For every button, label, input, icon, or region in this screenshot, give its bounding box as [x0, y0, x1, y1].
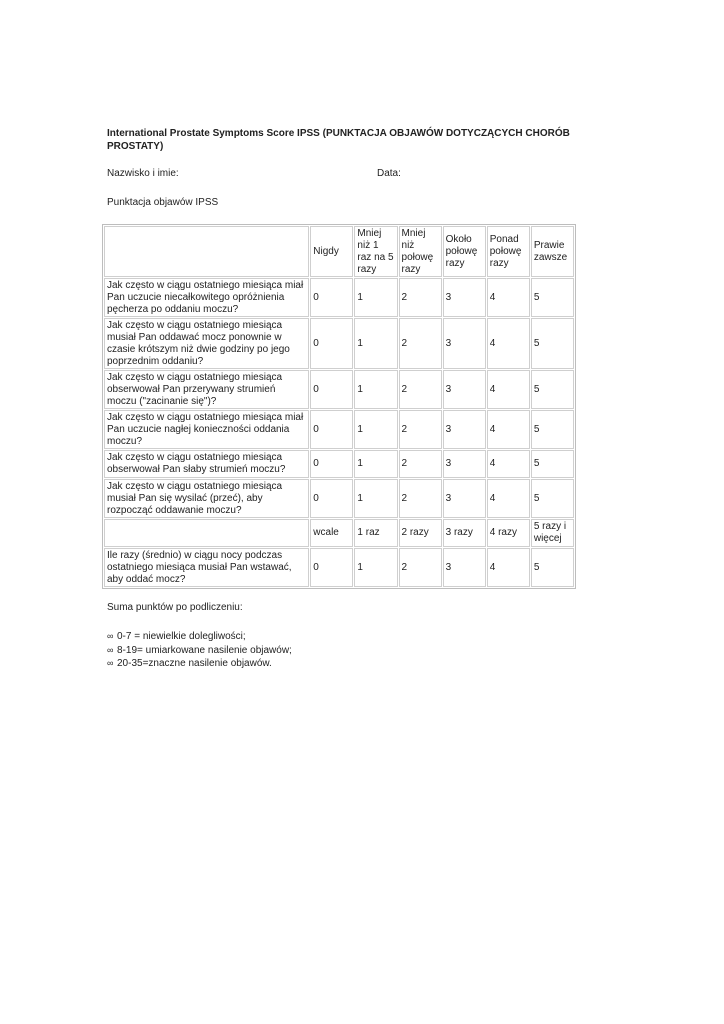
legend-item-text: 8-19= umiarkowane nasilenie objawów; [117, 644, 292, 656]
score-cell: 2 [399, 278, 442, 317]
header-empty-cell [104, 226, 309, 277]
score-cell: 2 [399, 318, 442, 369]
score-cell: 5 [531, 450, 574, 478]
score-cell: 4 [487, 548, 530, 587]
question-cell: Ile razy (średnio) w ciągu nocy podczas ostatniego miesiąca musiał Pan wstawać, aby oddać mocz? [104, 548, 309, 587]
score-cell: 3 [443, 278, 486, 317]
score-cell: 5 [531, 548, 574, 587]
score-cell: 2 [399, 450, 442, 478]
score-cell: 5 [531, 410, 574, 449]
header-cell: Prawie zawsze [531, 226, 574, 277]
document-title: International Prostate Symptoms Score IPSS (PUNKTACJA OBJAWÓW DOTYCZĄCYCH CHORÓB PROSTATY) [107, 128, 570, 152]
score-cell: 5 [531, 318, 574, 369]
score-cell: 3 [443, 318, 486, 369]
score-cell: 2 [399, 548, 442, 587]
legend-item [107, 630, 292, 644]
score-cell: 4 [487, 410, 530, 449]
night-header-cell: 4 razy [487, 519, 530, 547]
score-cell: 0 [310, 370, 353, 409]
night-header-cell: 3 razy [443, 519, 486, 547]
score-cell: 0 [310, 479, 353, 518]
score-cell: 1 [354, 278, 397, 317]
score-cell: 3 [443, 450, 486, 478]
score-cell: 5 [531, 370, 574, 409]
night-row [104, 548, 574, 587]
legend-item [107, 657, 292, 671]
score-cell: 4 [487, 370, 530, 409]
ipss-table [102, 224, 576, 589]
score-cell: 0 [310, 278, 353, 317]
score-cell: 5 [531, 479, 574, 518]
section-label: Punktacja objawów IPSS [107, 197, 219, 208]
night-header-empty-cell [104, 519, 309, 547]
question-cell: Jak często w ciągu ostatniego miesiąca miał Pan uczucie niecałkowitego opróżnienia pęcherza po oddaniu moczu? [104, 278, 309, 317]
table-row [104, 318, 574, 369]
score-cell: 1 [354, 318, 397, 369]
score-cell: 2 [399, 370, 442, 409]
night-header-cell: 2 razy [399, 519, 442, 547]
score-cell: 4 [487, 318, 530, 369]
table-header-row [104, 226, 574, 277]
infinity-bullet-icon: ∞ [107, 631, 114, 641]
legend-item-text: 20-35=znaczne nasilenie objawów. [117, 658, 272, 669]
header-cell: Ponad połowę razy [487, 226, 530, 277]
score-cell: 4 [487, 278, 530, 317]
header-cell: Mniej niż połowę razy [399, 226, 442, 277]
score-cell: 1 [354, 450, 397, 478]
table-row [104, 278, 574, 317]
header-cell: Mniej niż 1 raz na 5 razy [354, 226, 397, 277]
question-cell: Jak często w ciągu ostatniego miesiąca obserwował Pan przerywany strumień moczu ("zacinanie się")? [104, 370, 309, 409]
question-cell: Jak często w ciągu ostatniego miesiąca miał Pan uczucie nagłej konieczności oddania moczu? [104, 410, 309, 449]
date-label: Data: [377, 168, 401, 179]
score-cell: 0 [310, 410, 353, 449]
score-cell: 4 [487, 450, 530, 478]
header-cell: Nigdy [310, 226, 353, 277]
question-cell: Jak często w ciągu ostatniego miesiąca obserwował Pan słaby strumień moczu? [104, 450, 309, 478]
table-row [104, 410, 574, 449]
score-cell: 0 [310, 548, 353, 587]
question-cell: Jak często w ciągu ostatniego miesiąca musiał Pan oddawać mocz ponownie w czasie krótszym niż dwie godziny po jego poprzednim oddaniu? [104, 318, 309, 369]
table-row [104, 479, 574, 518]
table-row [104, 450, 574, 478]
score-cell: 2 [399, 479, 442, 518]
score-cell: 0 [310, 318, 353, 369]
score-cell: 5 [531, 278, 574, 317]
header-cell: Około połowę razy [443, 226, 486, 277]
infinity-bullet-icon: ∞ [107, 658, 114, 668]
score-cell: 1 [354, 370, 397, 409]
score-cell: 3 [443, 479, 486, 518]
score-cell: 3 [443, 370, 486, 409]
night-header-cell: 1 raz [354, 519, 397, 547]
infinity-bullet-icon: ∞ [107, 644, 114, 655]
score-cell: 3 [443, 548, 486, 587]
score-cell: 1 [354, 479, 397, 518]
score-cell: 2 [399, 410, 442, 449]
table-row [104, 370, 574, 409]
score-cell: 0 [310, 450, 353, 478]
night-header-row [104, 519, 574, 547]
score-cell: 1 [354, 548, 397, 587]
score-cell: 4 [487, 479, 530, 518]
score-cell: 1 [354, 410, 397, 449]
name-label: Nazwisko i imie: [107, 168, 179, 179]
night-header-cell: wcale [310, 519, 353, 547]
night-header-cell: 5 razy i więcej [531, 519, 574, 547]
sum-label: Suma punktów po podliczeniu: [107, 602, 243, 613]
score-cell: 3 [443, 410, 486, 449]
legend-item-text: 0-7 = niewielkie dolegliwości; [117, 631, 246, 642]
legend-item [107, 644, 292, 658]
question-cell: Jak często w ciągu ostatniego miesiąca musiał Pan się wysilać (przeć), aby rozpocząć oddawanie moczu? [104, 479, 309, 518]
score-legend-list [107, 630, 292, 671]
